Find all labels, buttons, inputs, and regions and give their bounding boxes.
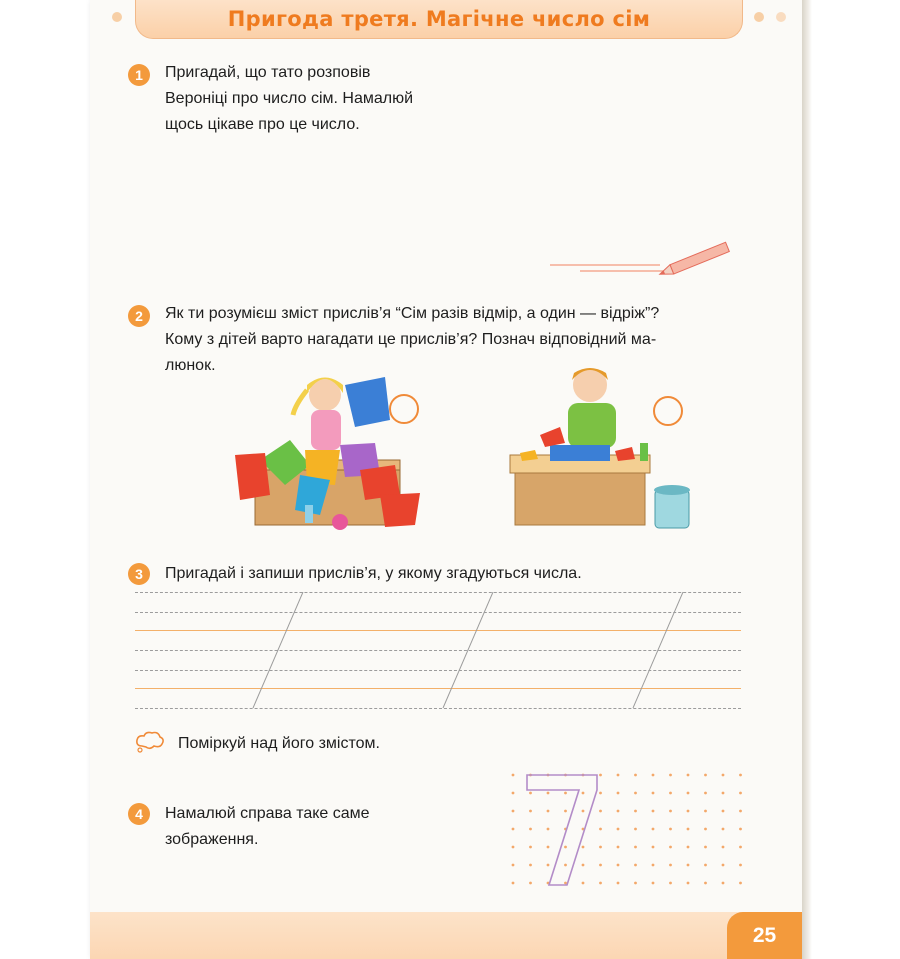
grid-dot (722, 828, 725, 831)
grid-dot (739, 774, 742, 777)
grid-dot (704, 864, 707, 867)
grid-dot (617, 810, 620, 813)
grid-dot (599, 828, 602, 831)
pencil-icon (545, 240, 745, 280)
grid-dot (722, 846, 725, 849)
grid-dot (599, 792, 602, 795)
grid-dot (617, 864, 620, 867)
grid-dot (722, 792, 725, 795)
task-line: люнок. (165, 357, 216, 374)
grid-dot (529, 882, 532, 885)
grid-dot (739, 810, 742, 813)
task-4-text (165, 801, 370, 853)
task-line: Кому з дітей варто нагадати це прислів’я? Познач відповідний ма- (165, 331, 657, 348)
task-3-text: Пригадай і запиши прислів’я, у якому згадуються числа. (165, 565, 582, 582)
grid-dot (582, 810, 585, 813)
grid-dot (564, 864, 567, 867)
think-prompt: Поміркуй над його змістом. (178, 735, 380, 752)
grid-dot (652, 846, 655, 849)
grid-dot (669, 864, 672, 867)
grid-dot (722, 864, 725, 867)
grid-dot (739, 828, 742, 831)
grid-dot (687, 774, 690, 777)
grid-dot (599, 864, 602, 867)
grid-dot (564, 846, 567, 849)
grid-dot (739, 864, 742, 867)
boy-desk-illustration (500, 355, 700, 535)
grid-dot (669, 792, 672, 795)
grid-dot (564, 882, 567, 885)
grid-dot (652, 810, 655, 813)
grid-dot (564, 810, 567, 813)
grid-dot (739, 792, 742, 795)
writing-lines[interactable] (135, 592, 741, 712)
header-banner (135, 0, 743, 39)
grid-dot (669, 882, 672, 885)
grid-dot (687, 828, 690, 831)
page-number: 25 (727, 912, 802, 959)
grid-dot (634, 828, 637, 831)
grid-dot (652, 792, 655, 795)
grid-dot (512, 810, 515, 813)
task-line: щось цікаве про це число. (165, 116, 360, 133)
grid-dot (687, 846, 690, 849)
grid-dot (547, 810, 550, 813)
dot-grid-drawing-area[interactable] (505, 770, 755, 890)
grid-dot (599, 846, 602, 849)
grid-dot (582, 864, 585, 867)
grid-dot (617, 774, 620, 777)
grid-dot (704, 846, 707, 849)
grid-dot (617, 792, 620, 795)
grid-dot (652, 828, 655, 831)
grid-dot (634, 810, 637, 813)
grid-dot (599, 774, 602, 777)
grid-dot (529, 792, 532, 795)
task-2-number: 2 (128, 305, 150, 327)
grid-dot (547, 828, 550, 831)
grid-dot (617, 846, 620, 849)
task-line: зображення. (165, 831, 259, 848)
grid-dot (687, 792, 690, 795)
grid-dot (634, 864, 637, 867)
page-edge (802, 0, 812, 959)
grid-dot (599, 810, 602, 813)
grid-dot (547, 864, 550, 867)
grid-dot (529, 810, 532, 813)
grid-dot (582, 846, 585, 849)
task-4-number: 4 (128, 803, 150, 825)
grid-dot (512, 774, 515, 777)
grid-dot (599, 882, 602, 885)
footer-band (90, 912, 802, 959)
answer-circle-girl[interactable] (389, 394, 419, 424)
grid-dot (704, 774, 707, 777)
grid-dot (634, 882, 637, 885)
grid-dot (582, 792, 585, 795)
task-line: Вероніці про число сім. Намалюй (165, 90, 414, 107)
grid-dot (529, 828, 532, 831)
grid-dot (652, 864, 655, 867)
grid-dot (512, 864, 515, 867)
task-3-number: 3 (128, 563, 150, 585)
answer-circle-boy[interactable] (653, 396, 683, 426)
grid-dot (547, 846, 550, 849)
figure-seven-outline (527, 775, 597, 885)
task-line: Пригадай, що тато розповів (165, 64, 371, 81)
grid-dot (652, 882, 655, 885)
grid-dot (617, 828, 620, 831)
grid-dot (687, 810, 690, 813)
grid-dot (739, 846, 742, 849)
grid-dot (722, 810, 725, 813)
girl-cutting-illustration (215, 365, 430, 545)
header-dot-icon (776, 12, 786, 22)
task-1-text (165, 60, 413, 138)
page-title: Пригода третя. Магічне число сім (227, 7, 651, 31)
grid-dot (669, 810, 672, 813)
task-line: Як ти розумієш зміст прислів’я “Сім разів відмір, а один — відріж”? (165, 305, 660, 322)
thought-cloud-icon (134, 730, 166, 754)
grid-dot (529, 864, 532, 867)
grid-dot (512, 792, 515, 795)
grid-dot (547, 792, 550, 795)
grid-dot (722, 882, 725, 885)
grid-dot (669, 828, 672, 831)
grid-dot (634, 792, 637, 795)
grid-dot (704, 828, 707, 831)
task-line: Намалюй справа таке саме (165, 805, 370, 822)
grid-dot (529, 846, 532, 849)
grid-dot (634, 846, 637, 849)
grid-dot (617, 882, 620, 885)
grid-dot (669, 774, 672, 777)
header-dot-icon (754, 12, 764, 22)
grid-dot (722, 774, 725, 777)
grid-dot (634, 774, 637, 777)
grid-dot (652, 774, 655, 777)
grid-dot (512, 846, 515, 849)
task-1-number: 1 (128, 64, 150, 86)
grid-dot (582, 882, 585, 885)
grid-dot (687, 864, 690, 867)
grid-dot (739, 882, 742, 885)
grid-dot (564, 792, 567, 795)
grid-dot (512, 882, 515, 885)
grid-dot (669, 846, 672, 849)
grid-dot (704, 810, 707, 813)
header-dot-icon (112, 12, 122, 22)
grid-dot (704, 882, 707, 885)
slant-guides (135, 592, 741, 712)
grid-dot (704, 792, 707, 795)
grid-dot (512, 828, 515, 831)
grid-dot (687, 882, 690, 885)
